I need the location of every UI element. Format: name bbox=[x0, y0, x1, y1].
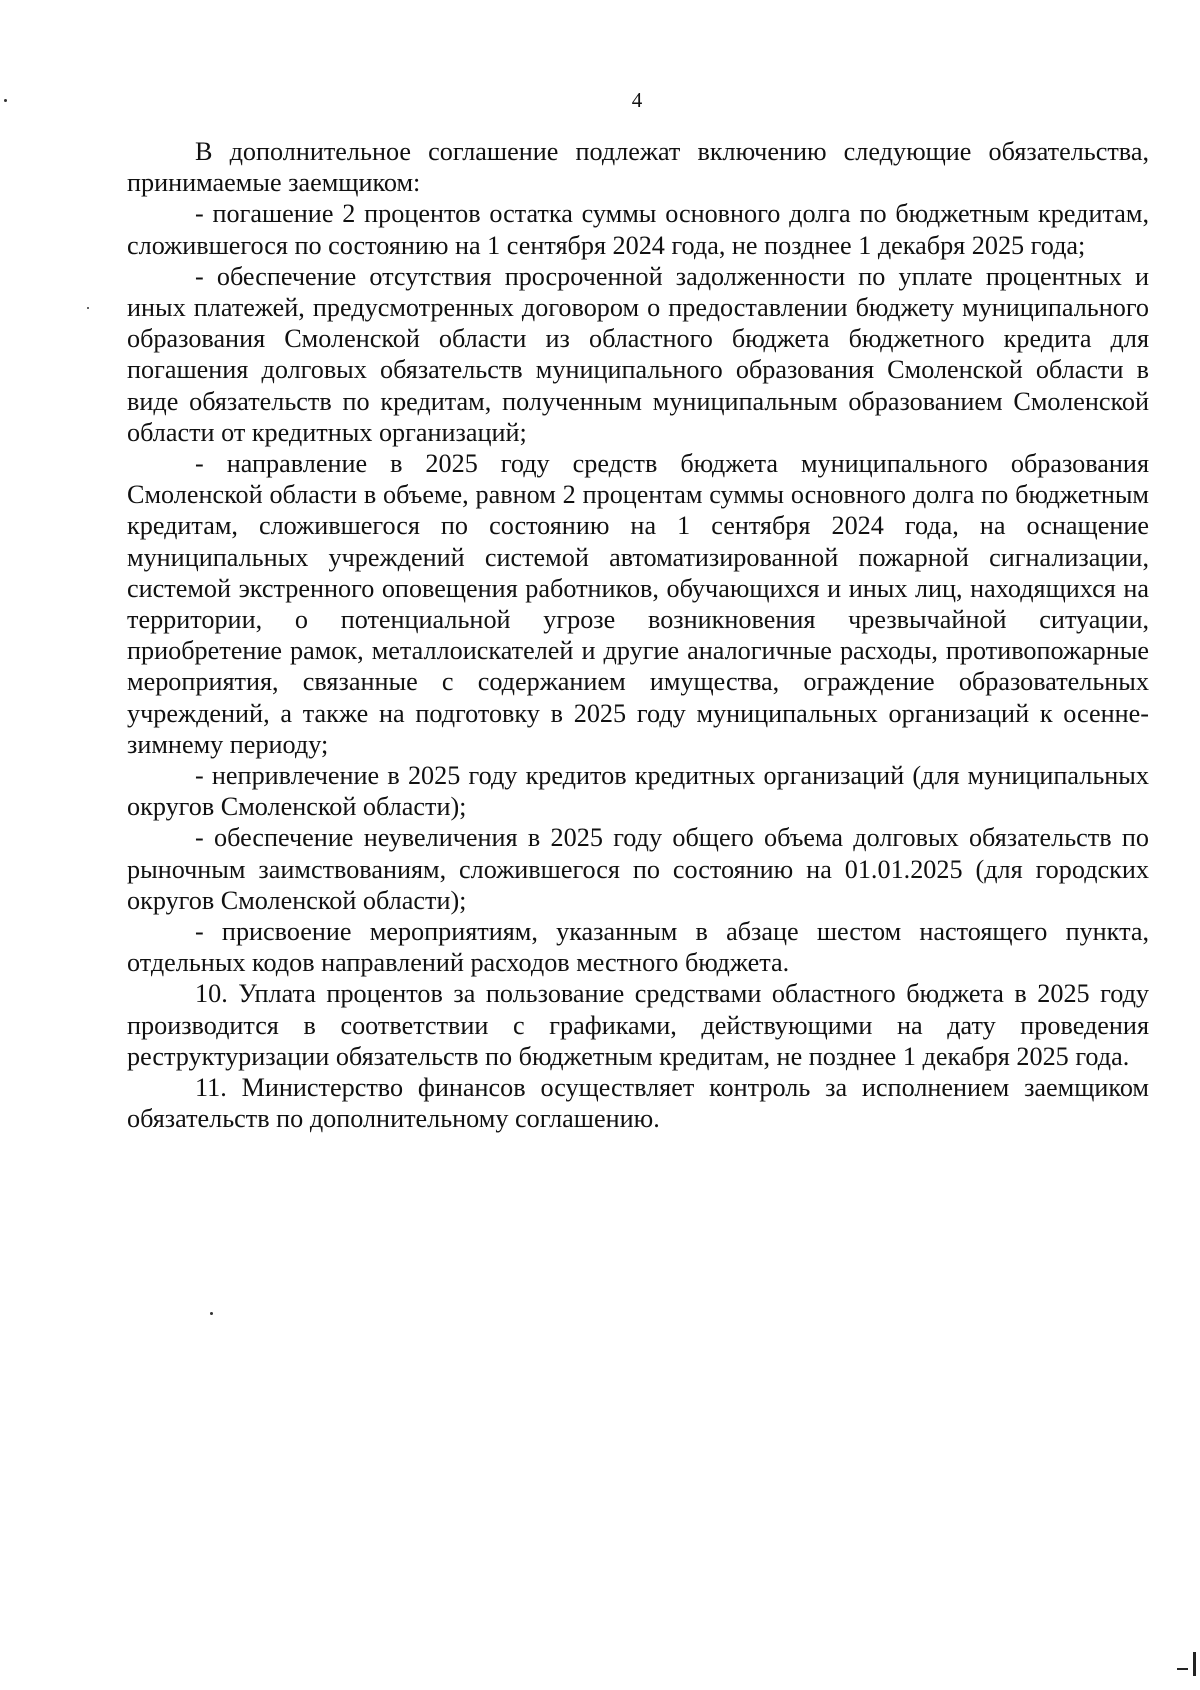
paragraph-obligation-no-loans: - непривлечение в 2025 году кредитов кредитных организаций (для муниципальных округов Смоленской области); bbox=[127, 761, 1149, 822]
scan-speck bbox=[210, 1312, 213, 1315]
paragraph-item-10: 10. Уплата процентов за пользование средствами областного бюджета в 2025 году производится в соответствии с графиками, действующими на дату проведения реструктуризации обязательств по бюджетным кредитам, не позднее 1 декабря 2025 года. bbox=[127, 979, 1149, 1071]
paragraph-item-11: 11. Министерство финансов осуществляет контроль за исполнением заемщиком обязательств по дополнительному соглашению. bbox=[127, 1073, 1149, 1134]
scan-speck bbox=[87, 307, 89, 309]
page-number: 4 bbox=[631, 88, 643, 112]
paragraph-intro: В дополнительное соглашение подлежат включению следующие обязательства, принимаемые заемщиком: bbox=[127, 137, 1149, 198]
scan-edge-mark bbox=[1193, 1652, 1196, 1676]
scan-edge-mark bbox=[1177, 1668, 1188, 1670]
paragraph-obligation-no-overdue: - обеспечение отсутствия просроченной задолженности по уплате процентных и иных платежей, предусмотренных договором о предоставлении бюджету муниципального образования Смоленской области из областного бюджета бюджетного кредита для погашения долговых обязательств муниципального образования Смоленской области в виде обязательств по кредитам, полученным муниципальным образованием Смоленской области от кредитных организаций; bbox=[127, 261, 1149, 447]
document-body bbox=[127, 136, 1149, 1135]
paragraph-obligation-repayment: - погашение 2 процентов остатка суммы основного долга по бюджетным кредитам, сложившегося по состоянию на 1 сентября 2024 года, не позднее 1 декабря 2025 года; bbox=[127, 199, 1149, 260]
paragraph-obligation-expense-codes: - присвоение мероприятиям, указанным в абзаце шестом настоящего пункта, отдельных кодов направлений расходов местного бюджета. bbox=[127, 917, 1149, 978]
scan-speck bbox=[4, 99, 7, 102]
paragraph-obligation-no-debt-increase: - обеспечение неувеличения в 2025 году общего объема долговых обязательств по рыночным заимствованиям, сложившегося по состоянию на 01.01.2025 (для городских округов Смоленской области); bbox=[127, 823, 1149, 915]
paragraph-obligation-funds-direction: - направление в 2025 году средств бюджета муниципального образования Смоленской области в объеме, равном 2 процентам суммы основного долга по бюджетным кредитам, сложившегося по состоянию на 1 сентября 2024 года, на оснащение муниципальных учреждений системой автоматизированной пожарной сигнализации, системой экстренного оповещения работников, обучающихся и иных лиц, находящихся на территории, о потенциальной угрозе возникновения чрезвычайной ситуации, приобретение рамок, металлоискателей и другие аналогичные расходы, противопожарные мероприятия, связанные с содержанием имущества, ограждение образовательных учреждений, а также на подготовку в 2025 году муниципальных организаций к осенне-зимнему периоду; bbox=[127, 449, 1149, 759]
